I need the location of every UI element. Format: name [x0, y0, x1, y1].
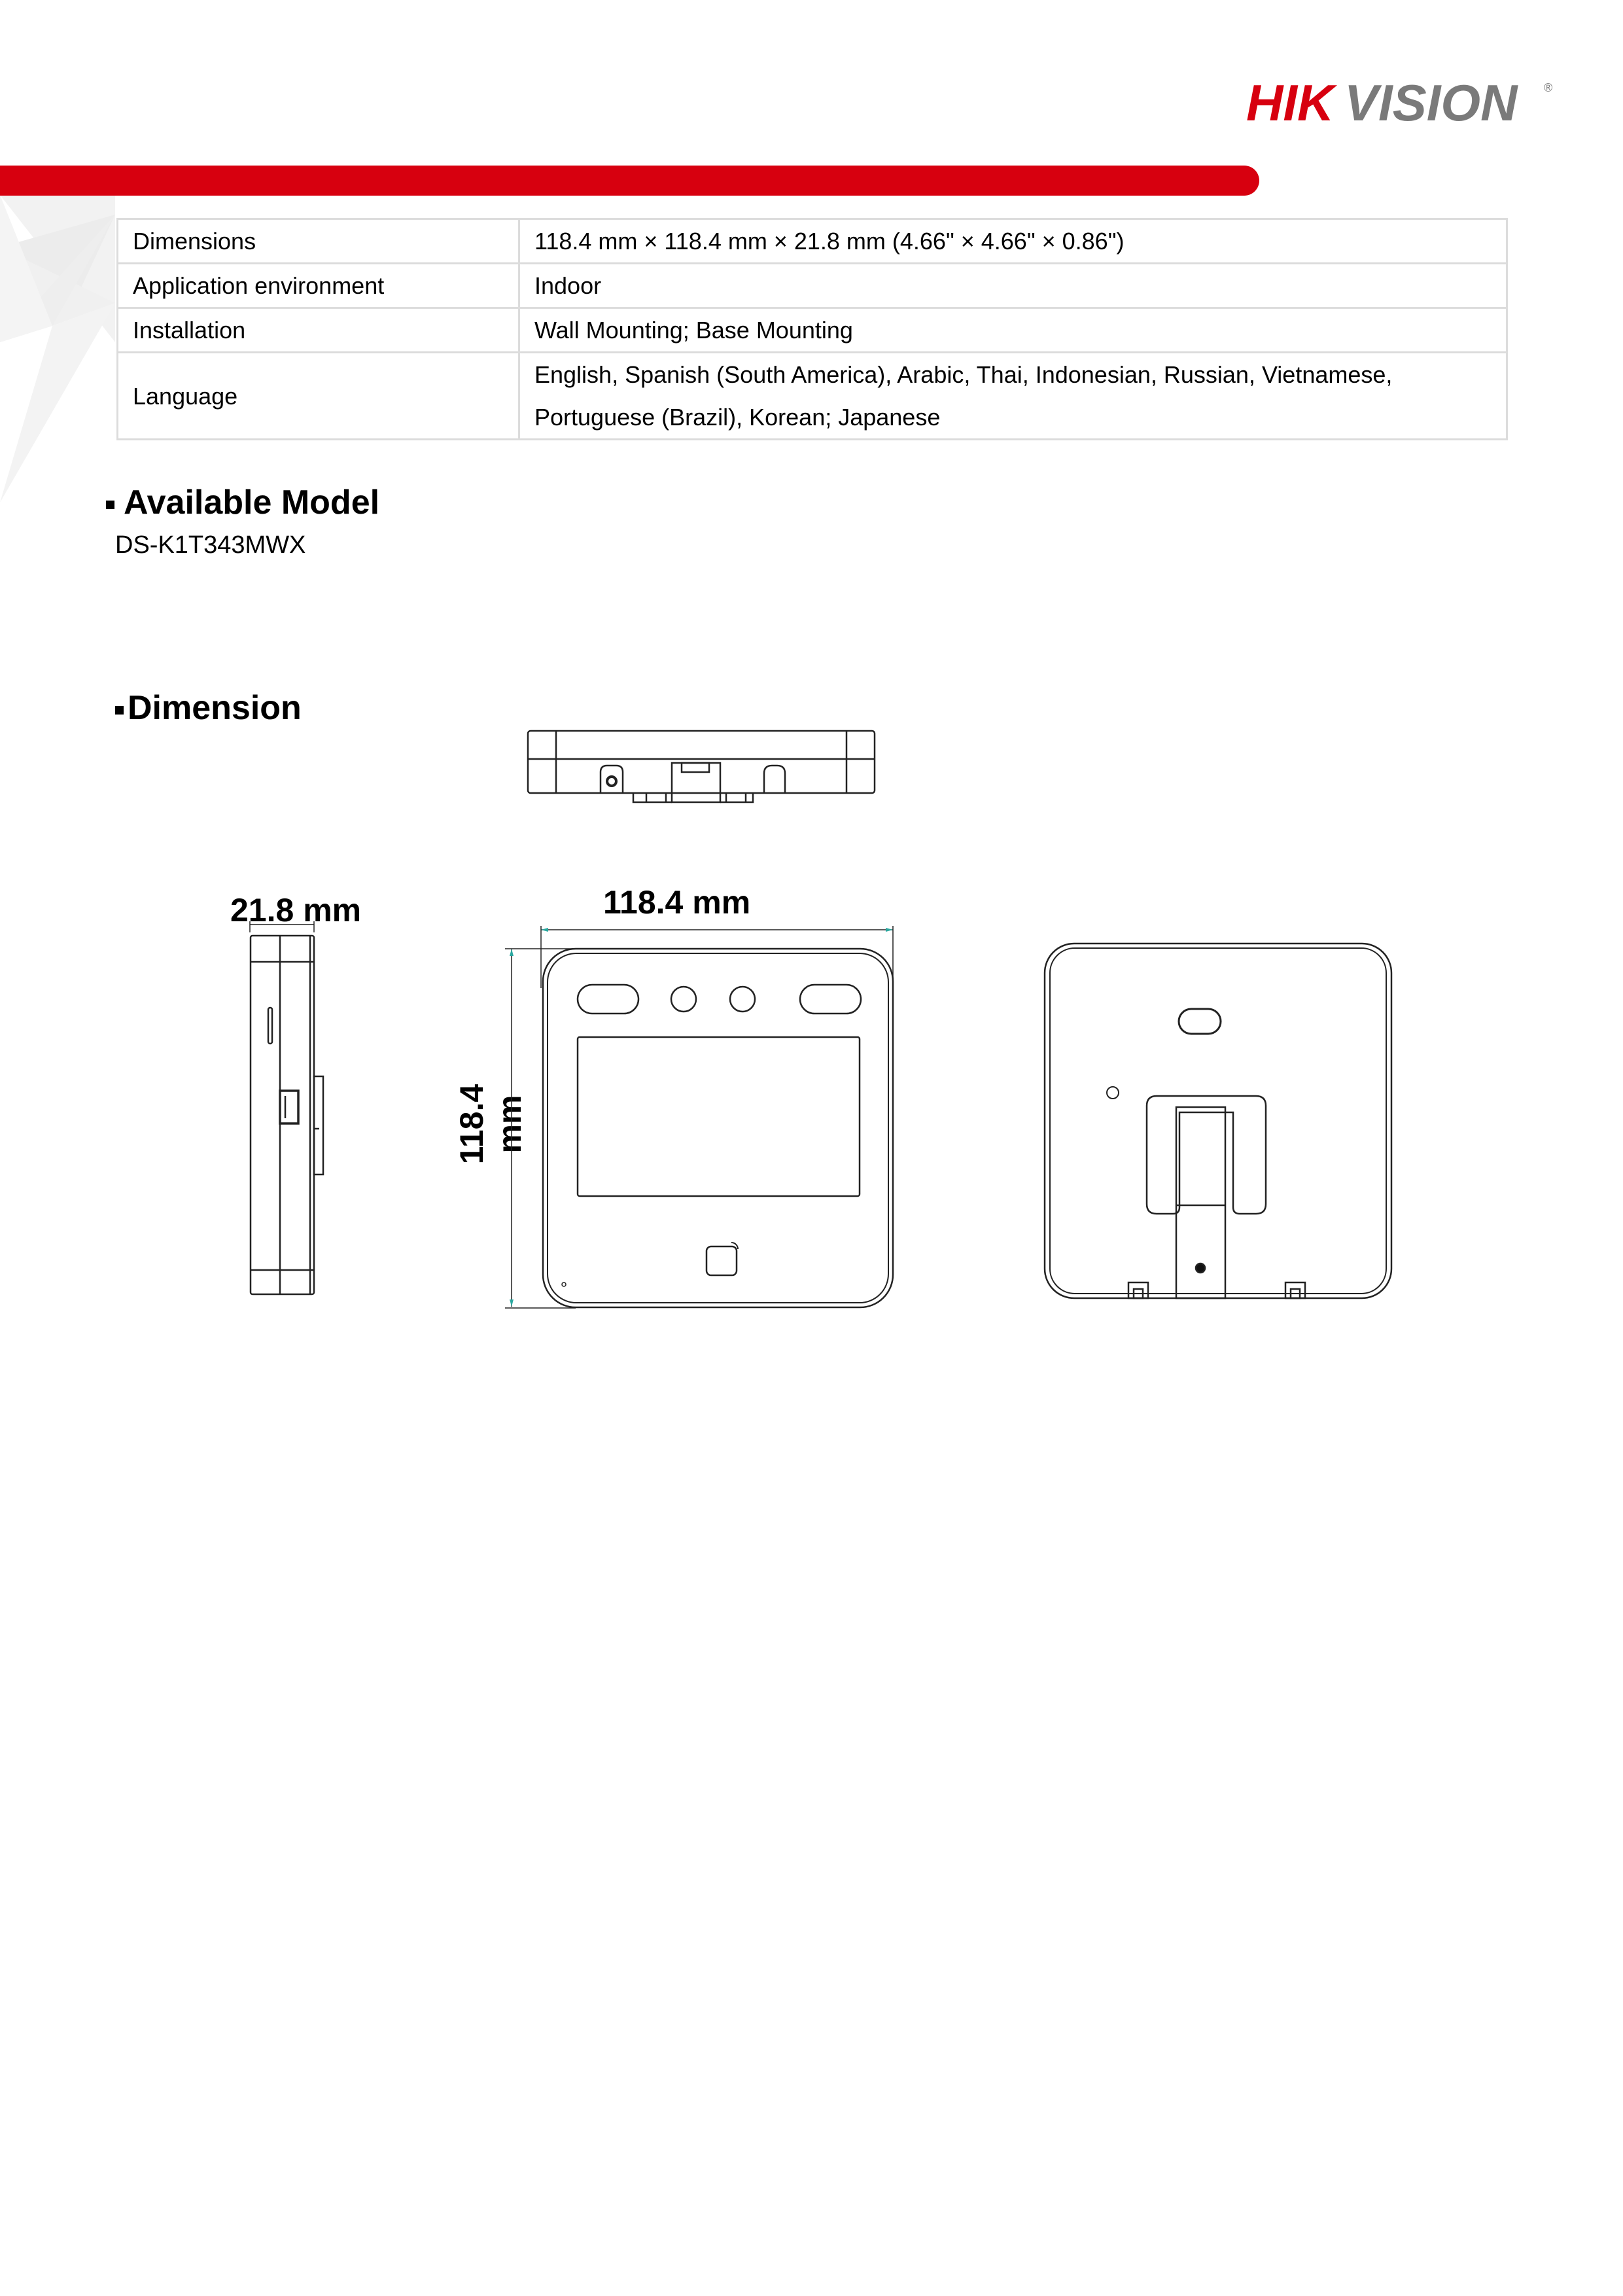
table-row — [118, 308, 1507, 353]
depth-label: 21.8 mm — [230, 892, 362, 928]
spec-table — [116, 218, 1508, 440]
spec-value: 118.4 mm × 118.4 mm × 21.8 mm (4.66" × 4.66" × 0.86") — [519, 219, 1507, 264]
back-view-drawing — [1037, 936, 1397, 1305]
hikvision-logo — [1246, 77, 1554, 126]
logo-hik: HIK — [1246, 77, 1335, 126]
bullet-square-icon — [115, 706, 124, 715]
bullet-square-icon — [106, 501, 114, 509]
available-model-heading — [106, 483, 379, 522]
model-number: DS-K1T343MWX — [115, 531, 306, 559]
table-row — [118, 353, 1507, 440]
table-row — [118, 219, 1507, 264]
spec-value — [519, 353, 1507, 440]
width-label: 118.4 mm — [603, 884, 751, 921]
spec-value: Wall Mounting; Base Mounting — [519, 308, 1507, 353]
section-title: Available Model — [124, 484, 380, 521]
front-view-drawing — [497, 906, 896, 1312]
side-view-drawing — [242, 919, 334, 1299]
header-red-bar — [0, 166, 1259, 196]
spec-value-line: English, Spanish (South America), Arabic, Thai, Indonesian, Russian, Vietnamese, — [534, 361, 1393, 388]
dimension-heading — [115, 688, 302, 728]
spec-label: Application environment — [118, 264, 519, 308]
spec-value-line: Portuguese (Brazil), Korean; Japanese — [534, 404, 941, 431]
registered-mark: ® — [1544, 81, 1553, 94]
logo-vision: VISION — [1344, 77, 1518, 126]
section-title: Dimension — [128, 689, 302, 727]
top-view-drawing — [523, 726, 880, 811]
table-row — [118, 264, 1507, 308]
height-label: 118.4 mm — [453, 1084, 528, 1165]
spec-label: Installation — [118, 308, 519, 353]
spec-label: Language — [118, 353, 519, 440]
spec-label: Dimensions — [118, 219, 519, 264]
spec-value: Indoor — [519, 264, 1507, 308]
watermark-decoration — [0, 195, 118, 522]
